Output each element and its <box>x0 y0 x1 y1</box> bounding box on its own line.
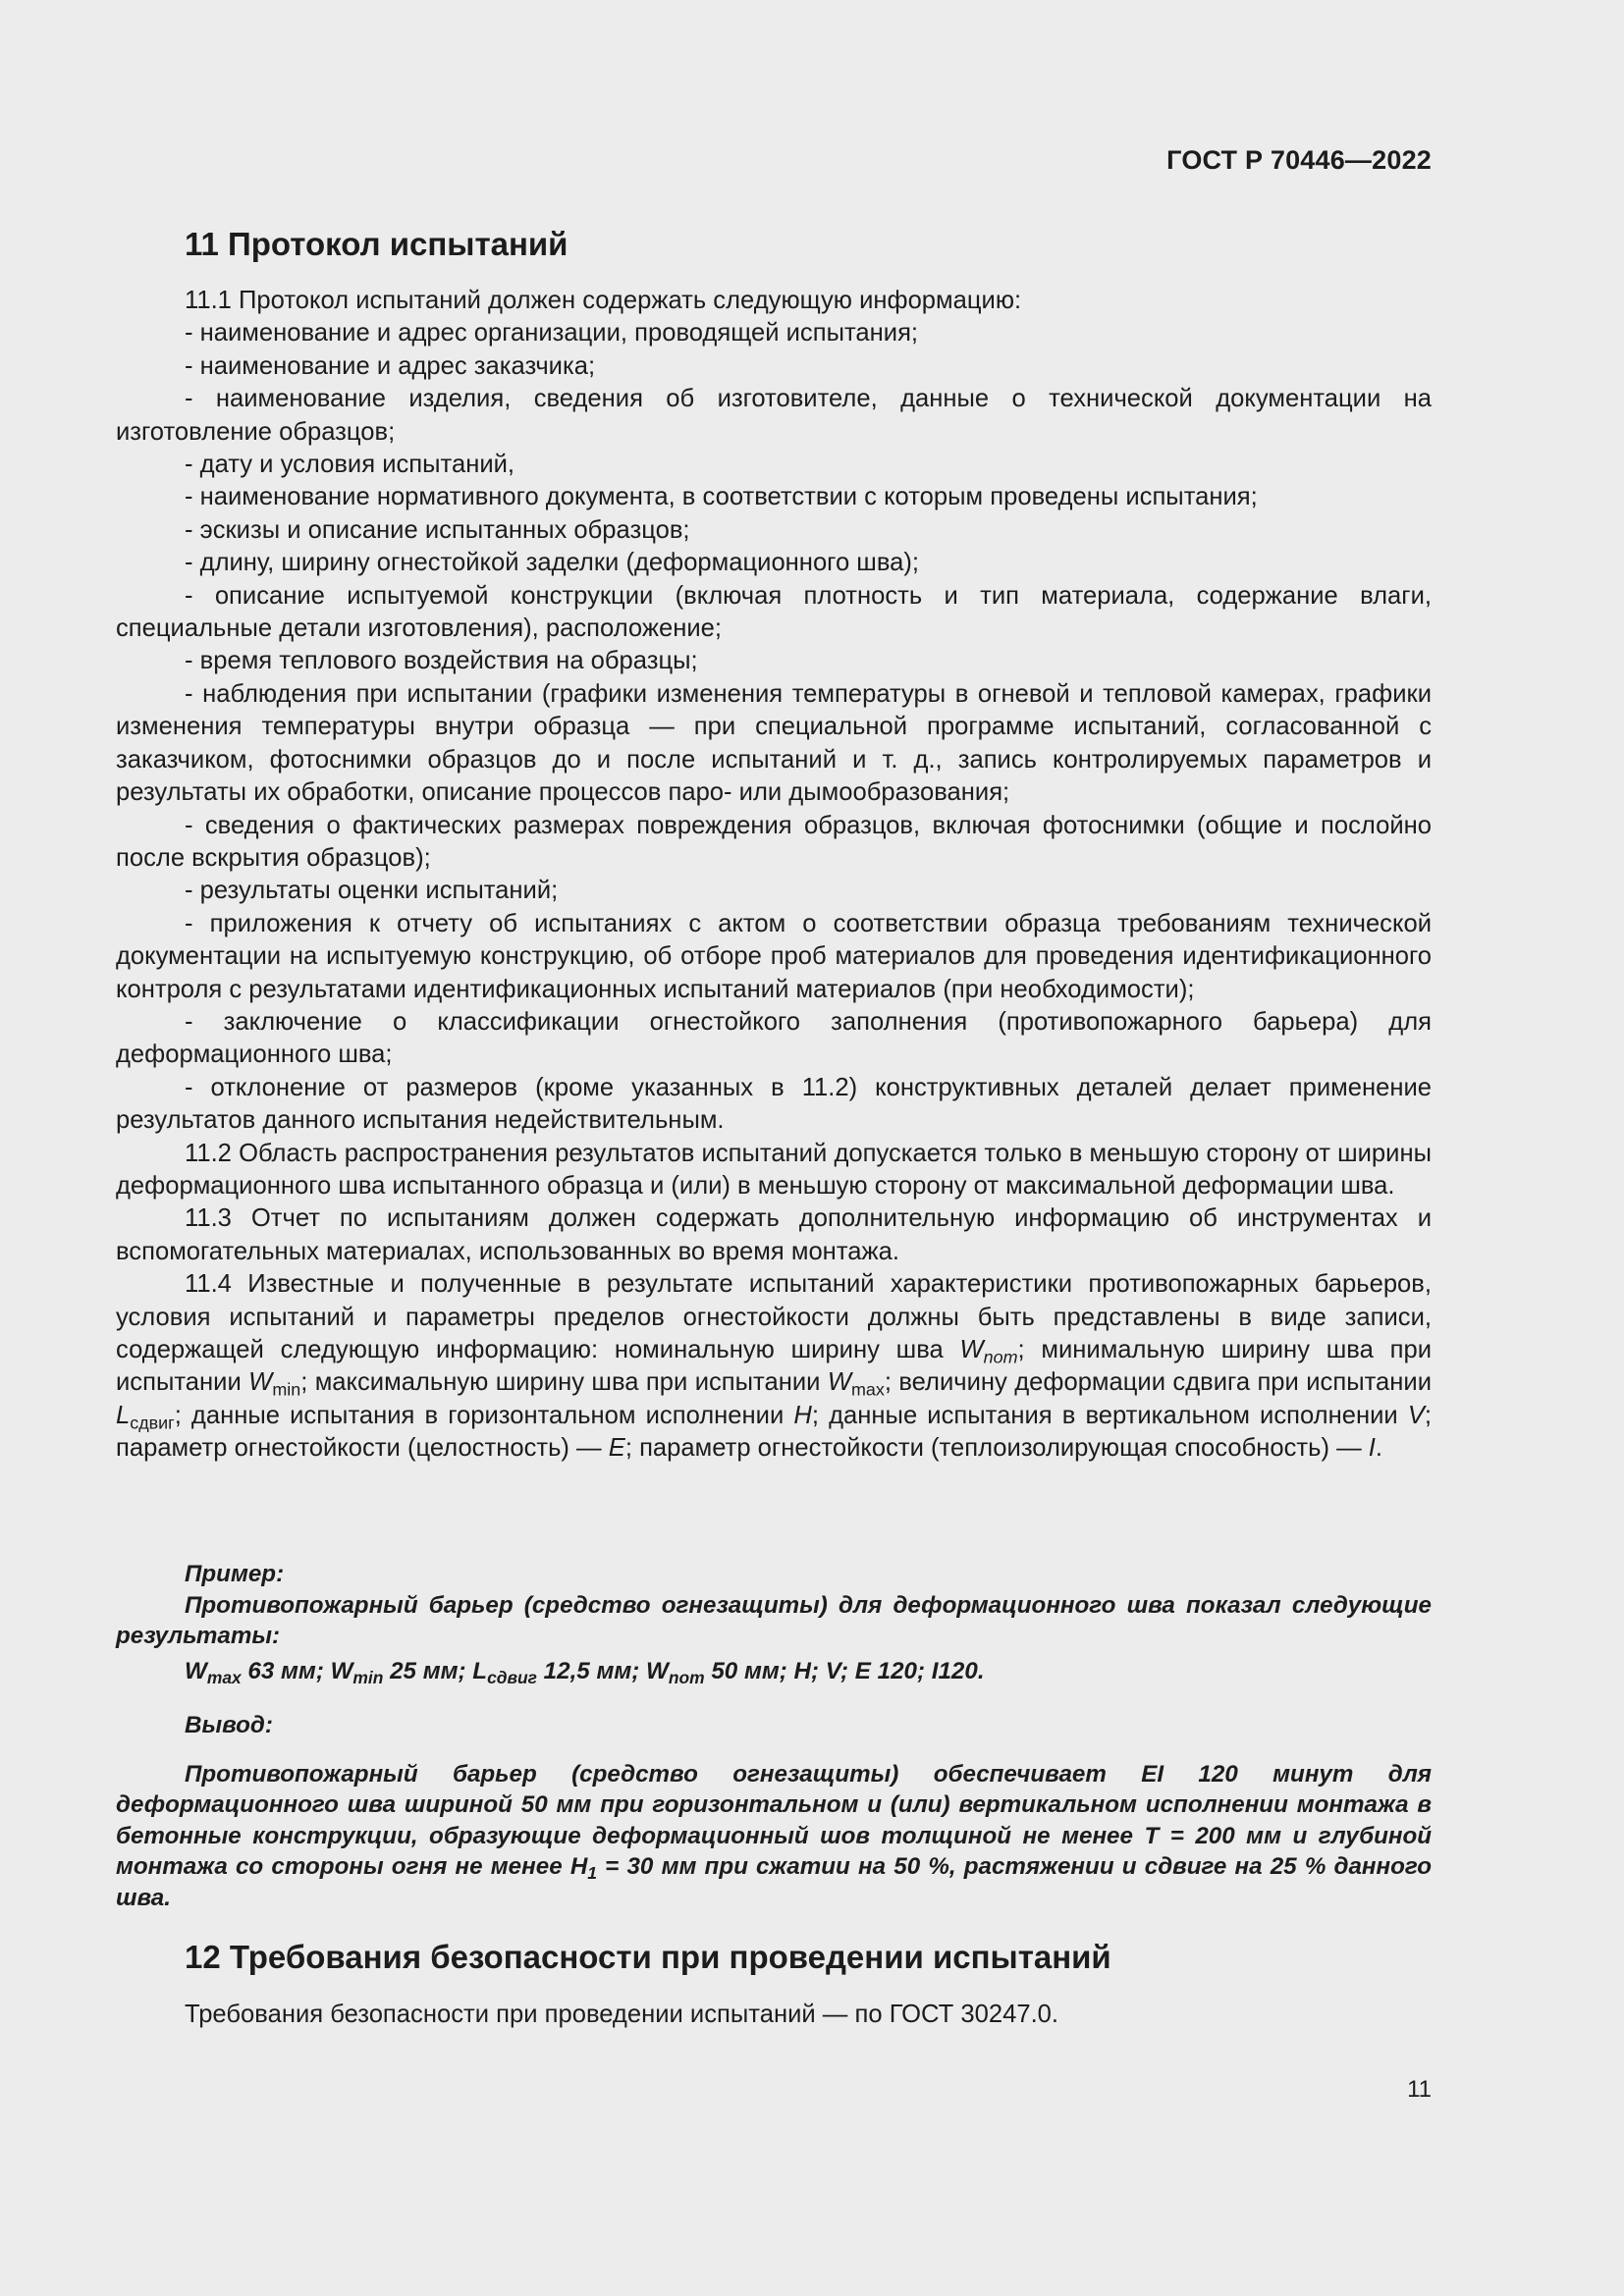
list-item: - дату и условия испытаний, <box>185 451 515 479</box>
list-item: - длину, ширину огнестойкой заделки (деформационного шва); <box>185 549 920 577</box>
conclusion-text: Противопожарный барьер (средство огнезащиты) обеспечивает EI 120 минут для деформационного шва шириной 50 мм при горизонтальном и (или) вертикальном исполнении монтажа в бетонные конструкции, образующие деформационный шов толщиной не менее T = 200 мм и глубиной монтажа со стороны огня не менее $H_1 = 30$ мм при сжатии на 50 %, растяжении и сдвиге на 25 % данного шва. <box>116 1760 1432 1911</box>
section-12-text: Требования безопасности при проведении испытаний — по ГОСТ 30247.0. <box>185 2001 1059 2028</box>
example-text: Противопожарный барьер (средство огнезащиты) для деформационного шва показал следующие результаты: <box>116 1591 1432 1649</box>
list-item: - результаты оценки испытаний; <box>185 877 559 905</box>
list-item: - эскизы и описание испытанных образцов; <box>185 515 690 544</box>
list-item: - отклонение от размеров (кроме указанных в 11.2) конструктивных деталей делает применение результатов данного испытания недействительным. <box>116 1073 1432 1135</box>
page-number: 11 <box>1407 2076 1432 2103</box>
document-code: ГОСТ Р 70446—2022 <box>1166 145 1432 175</box>
example-label: Пример: <box>185 1561 285 1587</box>
list-item: - приложения к отчету об испытаниях с актом о соответствии образца требованиям технической документации на испытуемую конструкцию, об отборе проб материалов для проведения идентификационного контроля с результатами идентификационных испытаний материалов (при необходимости); <box>116 909 1432 1003</box>
paragraph-11-1: 11.1 Протокол испытаний должен содержать следующую информацию: <box>185 287 1022 314</box>
example-formula: $W_{max}$ 63 мм; $W_{min}$ 25 мм; $L_{сдвиг}$ 12,5 мм; $W_{nom}$ 50 мм; H; V; E 120; I120. <box>185 1657 985 1687</box>
list-item: - наблюдения при испытании (графики изменения температуры в огневой и тепловой камерах, графики изменения температуры внутри образца — при специальной программе испытаний, согласованной с заказчиком, фотоснимки образцов до и после испытаний и т. д., запись контролируемых параметров и результаты их обработки, описание процессов паро- или дымообразования; <box>116 679 1432 807</box>
list-item: - заключение о классификации огнестойкого заполнения (противопожарного барьера) для деформационного шва; <box>116 1007 1432 1069</box>
paragraph-11-3: 11.3 Отчет по испытаниям должен содержать дополнительную информацию об инструментах и вспомогательных материалах, использованных во время монтажа. <box>116 1204 1432 1265</box>
example-block <box>116 1559 1432 1913</box>
list-item: - наименование и адрес организации, проводящей испытания; <box>185 319 919 347</box>
document-page <box>116 0 1432 2296</box>
conclusion-label: Вывод: <box>185 1712 273 1738</box>
paragraph-11-2: 11.2 Область распространения результатов испытаний допускается только в меньшую сторону от ширины деформационного шва испытанного образца и (или) в меньшую сторону от максимальной деформации шва. <box>116 1139 1432 1200</box>
section-12-title: 12 Требования безопасности при проведении испытаний <box>185 1939 1111 1975</box>
list-item: - время теплового воздействия на образцы; <box>185 647 698 675</box>
list-item: - описание испытуемой конструкции (включая плотность и тип материала, содержание влаги, специальные детали изготовления), расположение; <box>116 581 1432 643</box>
paragraph-11-4: 11.4 Известные и полученные в результате испытаний характеристики противопожарных барьеров, условия испытаний и параметры пределов огнестойкости должны быть представлены в виде записи, содержащей следующую информацию: номинальную ширину шва $W_{nom}$; минимальную ширину шва при испытании $W_{min}$; максимальную ширину шва при испытании $W_{max}$; величину деформации сдвига при испытании $L_{сдвиг}$; данные испытания в горизонтальном исполнении H; данные испытания в вертикальном исполнении V; параметр огнестойкости (целостность) — E; параметр огнестойкости (теплоизолирующая способность) — I. <box>116 1270 1433 1463</box>
section-11-title: 11 Протокол испытаний <box>185 226 568 262</box>
list-item: - сведения о фактических размерах повреждения образцов, включая фотоснимки (общие и послойно после вскрытия образцов); <box>116 811 1432 872</box>
list-item: - наименование изделия, сведения об изготовителе, данные о технической документации на изготовление образцов; <box>116 385 1432 446</box>
section-11-body <box>116 285 1432 1466</box>
list-item: - наименование и адрес заказчика; <box>185 351 596 380</box>
list-item: - наименование нормативного документа, в соответствии с которым проведены испытания; <box>185 483 1258 511</box>
